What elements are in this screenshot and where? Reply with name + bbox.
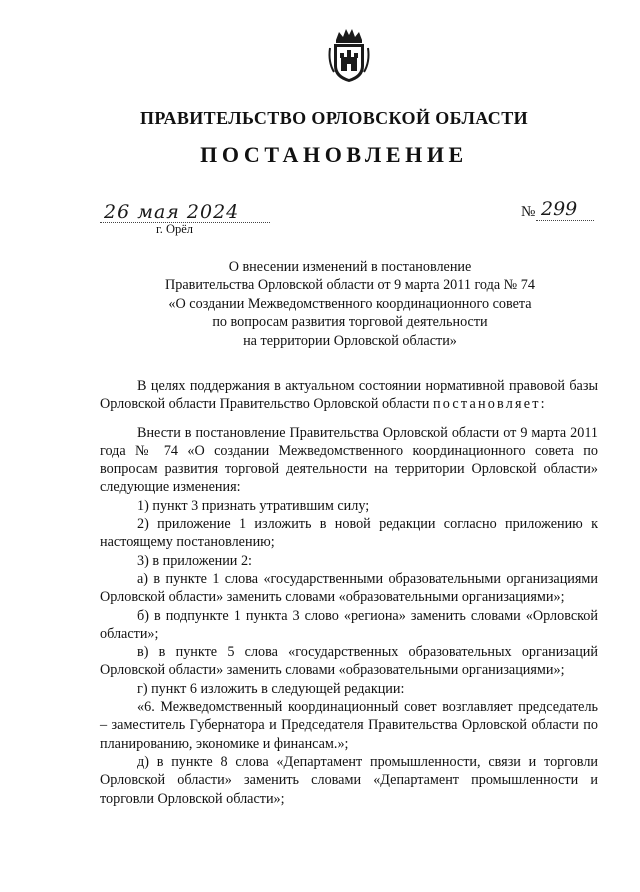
body-paragraph: б) в подпункте 1 пункта 3 слово «региона» заменить словами «Орловской области»; xyxy=(100,607,598,642)
document-type-title: ПОСТАНОВЛЕНИЕ xyxy=(200,142,468,167)
subject-line: Правительства Орловской области от 9 марта 2011 года № 74 xyxy=(165,277,535,294)
number-underline xyxy=(536,220,594,221)
city-label: г. Орёл xyxy=(156,222,194,236)
subject-line: на территории Орловской области» xyxy=(243,332,457,349)
coat-of-arms-icon xyxy=(326,26,372,84)
government-title: ПРАВИТЕЛЬСТВО ОРЛОВСКОЙ ОБЛАСТИ xyxy=(139,108,529,128)
body-paragraph: д) в пункте 8 слова «Департамент промышленности, связи и торговли Орловской области» заменить словами «Департамент промышленности и торговли Орловской области»; xyxy=(100,753,598,807)
body-paragraph: 1) пункт 3 признать утратившим силу; xyxy=(137,497,370,514)
intro-text: В целях поддержания в актуальном состоянии нормативной правовой базы Орловской области Правительство Орловской области xyxy=(100,378,598,413)
intro-paragraph xyxy=(100,377,598,414)
body-paragraph: Внести в постановление Правительства Орловской области от 9 марта 2011 года № 74 «О создании Межведомственного координационного совета по вопросам развития торговой деятельности на территории Орловской области» следующие изменения: xyxy=(100,424,598,496)
number-label: № xyxy=(521,204,536,220)
body-paragraph: 3) в приложении 2: xyxy=(137,552,252,569)
handwritten-date: 26 мая 2024 xyxy=(104,201,240,223)
subject-line: О внесении изменений в постановление xyxy=(228,259,472,275)
subject-block xyxy=(100,258,600,350)
intro-verb: постановляет: xyxy=(432,396,547,413)
subject-line: по вопросам развития торговой деятельности xyxy=(212,314,488,331)
body-paragraph: в) в пункте 5 слова «государственных образовательных организаций Орловской области» заменить словами «образовательными организациями»; xyxy=(100,644,598,679)
subject-line: «О создании Межведомственного координационного совета xyxy=(168,295,532,312)
body-paragraph: а) в пункте 1 слова «государственными образовательными организациями Орловской области» заменить словами «образовательными организациями»; xyxy=(100,570,598,606)
body-paragraph: «6. Межведомственный координационный совет возглавляет председатель – заместитель Губернатора и Председателя Правительства Орловской области по планированию, экономике и финансам.»; xyxy=(100,699,598,752)
body-paragraph: 2) приложение 1 изложить в новой редакции согласно приложению к настоящему постановлению; xyxy=(100,516,598,551)
document-body xyxy=(100,377,598,808)
handwritten-number: 299 xyxy=(541,198,578,220)
body-paragraph: г) пункт 6 изложить в следующей редакции: xyxy=(137,680,405,697)
